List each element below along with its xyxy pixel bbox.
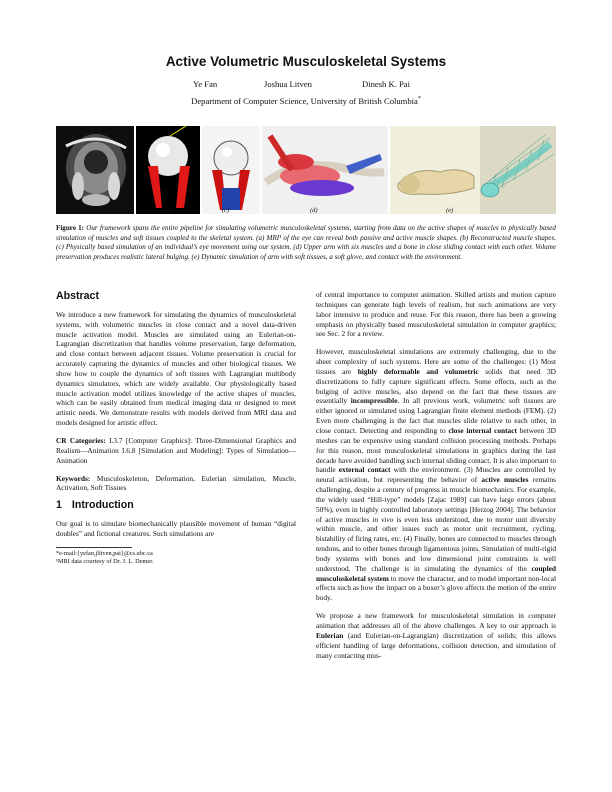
text-run: is even less understood, due to motor unit diversity within muscle, and other issues such as motor unit recruitment, cycling, bistability of firing rates, etc. (4) Finally, bones are connected to muscles through tendons, and to other bones through ligamentous joints. Simulation of multi-rigid body systems with bones and low dimensional joint constraints is well understood. The challenge is in simulating the dynamics of the [316,514,556,573]
text-run: between 3D meshes can be expensive using standard collision processing methods. Perhaps for this reason, most musculoskeletal simulations in graphics during the last decade have avoided handling such internal sliding contact. It is also important to handle [316,425,556,475]
author-name: Dinesh K. Pai [362,79,410,89]
mri-image [56,126,134,214]
panel-label: (e) [446,207,454,214]
text-run: We propose a new framework for musculoskeletal simulation in computer animation that addresses all of the above challenges. A key to our approach is [316,611,556,630]
mri-panel [56,126,134,214]
panel-label: (c) [222,207,230,214]
author-name: Joshua Litven [264,79,312,89]
panel-label: (a) [92,207,100,214]
paper-title: Active Volumetric Musculoskeletal Systems [165,54,447,69]
paragraph [316,611,556,660]
text-run: . In all previous work, volumetric soft tissues are either ignored or simulated using Lagrangian finite element methods (FEM). (2) Even more challenging is the fact that muscles slide relative to each other, in close contact. Detecting and responding to [316,396,556,435]
arm-glove-panel [390,126,556,214]
caption-label: Figure 1: [56,224,85,232]
bold-text: Eulerian [316,630,344,640]
affiliation-mark: * [417,96,421,103]
upper-arm-panel [262,126,388,214]
text-run: solids that need 3D discretizations to fully capture significant effects. Some effects, such as the bulging of active muscles, also depend on the fact that these tissues are essentially [316,366,556,406]
footnote-email: *e-mail:{yefan,jlitven,pai}@cs.ubc.ca [56,549,153,557]
abstract-text: We introduce a new framework for simulating the dynamics of musculoskeletal systems, with volumetric muscles in close contact and a novel data-driven muscle activation model. Muscles are simulated using an Eulerian-on-Lagrangian discretization that handles volume preservation, large deformation, and close contact between adjacent tissues. Volume preservation is crucial for accurately capturing the dynamics of muscles and other biological tissues. We show how to couple the dynamics of soft tissues with Lagrangian multibody dynamics simulators, which are widely available. Our physiologically based muscle activation model utilizes knowledge of the active shapes of muscles, which can be easily obtained from medical imaging data or designed to meet artistic needs. We demonstrate results with models derived from MRI data and models designed for artistic effect. [56,309,296,428]
cr-label: CR Categories: [56,435,106,445]
bold-text: external contact [338,465,391,475]
left-column [56,290,296,566]
text-run: However, musculoskeletal simulations are extremely challenging, due to the sheer complexity of such systems. Here are some of the challenges: (1) Most tissues are [316,347,556,376]
reconstructed-muscles-image [136,126,200,214]
panel-label: (b) [162,207,170,214]
footnote-mri: ¹MRI data courtesy of Dr. J. L. Demer. [56,557,154,565]
keywords [56,474,296,494]
keywords-text: Musculoskeleton, Deformation, Eulerian simulation, Muscle, Activation, Soft Tissues [56,473,296,493]
caption-text: Our framework spans the entire pipeline for simulating volumetric musculoskeletal systems, starting from data on the active shapes of muscles to physically based simulation of muscles and soft tissues coupled to the skeletal system. (a) MRI¹ of the eye can reveal both passive and active muscle shapes. (b) Reconstructed muscle shapes. (c) Physically based simulation of an individual’s eye movement using our system. (d) Upper arm with six muscles and a bone in close sliding contact with each other. Volume preservation produces realistic lateral bulging. (e) Dynamic simulation of arm with soft tissues, a soft glove, and contact with the environment. [56,224,556,261]
section-number: 1 [56,499,62,512]
footnote-rule [56,547,132,548]
paragraph [316,347,556,603]
intro-paragraph: Our goal is to simulate biomechanically plausible movement of human “digital doubles” and fictional creatures. Such simulations are [56,519,296,538]
cr-text: I.3.7 [Computer Graphics]: Three-Dimensional Graphics and Realism—Animation I.6.8 [Simulation and Modeling]: Types of Simulation—Animation [56,435,296,465]
bold-text: close internal contact [448,425,517,435]
paragraph: of central importance to computer animation. Skilled artists and motion capture techniques can generate high levels of realism, but such animations are very labor intensive to produce and reuse. For this reason, there has been a growing emphasis on physically based musculoskeletal simulation in computer graphics; see Sec. 2 for a review. [316,290,556,339]
intro-heading [56,501,296,511]
reconstruction-panel [136,126,200,214]
text-run: (and Eulerian-on-Lagrangian) discretization of solids; this allows efficient handling of large deformations, collision detection, and simulation of many contacting mus- [316,630,556,660]
author-name: Ye Fan [193,79,218,89]
text-run: remains challenging, despite a century of progress in muscle biomechanics. For example, the widely used “Hill-type” models [Zajac 1989] can have large errors (about 50%), even in highly controlled laboratory settings [Herzog 2004]. The behavior of active muscles [316,475,557,524]
arm-glove-simulation-image [390,126,556,214]
bold-text: highly deformable and volumetric [357,366,479,376]
bold-text: active muscles [481,475,529,485]
eye-simulation-image [202,126,260,214]
abstract-heading: Abstract [56,290,99,302]
affiliation [0,96,612,106]
section-title: Introduction [71,499,134,512]
text-run: to move the character, and to model important non-local effects such as how the impact on a boxer’s glove affects the motion of the entire body. [316,573,556,603]
eye-simulation-panel [202,126,260,214]
figure-caption [56,224,556,262]
right-column [316,290,556,668]
bold-text: coupled musculoskeletal system [316,563,556,583]
affiliation-text: Department of Computer Science, University of British Columbia [191,96,418,106]
bold-text: incompressible [350,396,398,406]
upper-arm-muscles-image [262,126,388,214]
teaser-figure [56,126,556,218]
cr-categories [56,436,296,466]
keywords-label: Keywords: [56,473,91,483]
italic-text: in vivo [372,514,394,524]
text-run: with the environment. (3) Muscles are controlled by neural activation, but representing the behavior of [316,465,556,485]
panel-label: (d) [310,207,318,214]
